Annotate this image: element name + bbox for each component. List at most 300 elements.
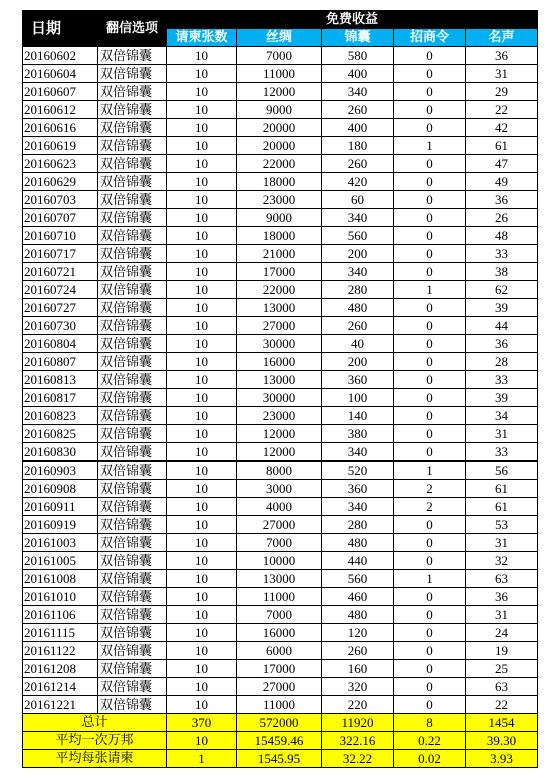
cell-jinnang[interactable]: 100: [322, 389, 394, 407]
cell-silk[interactable]: 11000: [237, 65, 322, 83]
cell-zhaoshang[interactable]: 1: [394, 281, 466, 299]
table-row: [23, 552, 538, 570]
cell-invites[interactable]: 10: [167, 425, 237, 443]
cell-invites[interactable]: 10: [167, 317, 237, 335]
cell-silk[interactable]: 11000: [237, 588, 322, 606]
cell-silk[interactable]: 27000: [237, 516, 322, 534]
cell-silk[interactable]: 6000: [237, 642, 322, 660]
cell-zhaoshang[interactable]: 0: [394, 101, 466, 119]
summary-silk[interactable]: 572000: [237, 714, 322, 732]
cell-zhaoshang[interactable]: 2: [394, 480, 466, 498]
cell-zhaoshang[interactable]: 0: [394, 245, 466, 263]
cell-date[interactable]: 20161010: [23, 588, 98, 606]
cell-option[interactable]: 双倍锦囊: [98, 624, 167, 642]
cell-jinnang[interactable]: 360: [322, 480, 394, 498]
cell-invites[interactable]: 10: [167, 155, 237, 173]
header-col-jinnang[interactable]: 锦囊: [322, 29, 394, 47]
table-row: [23, 353, 538, 371]
cell-zhaoshang[interactable]: 0: [394, 516, 466, 534]
cell-fame[interactable]: 25: [466, 660, 538, 678]
cell-silk[interactable]: 30000: [237, 335, 322, 353]
cell-invites[interactable]: 10: [167, 137, 237, 155]
cell-fame[interactable]: 61: [466, 480, 538, 498]
cell-date[interactable]: 20160727: [23, 299, 98, 317]
cell-silk[interactable]: 12000: [237, 83, 322, 101]
cell-silk[interactable]: 17000: [237, 660, 322, 678]
cell-fame[interactable]: 24: [466, 624, 538, 642]
cell-jinnang[interactable]: 440: [322, 552, 394, 570]
summary-fame[interactable]: 1454: [466, 714, 538, 732]
summary-silk[interactable]: 1545.95: [237, 750, 322, 768]
summary-label[interactable]: 平均每张请柬: [23, 750, 167, 768]
cell-option[interactable]: 双倍锦囊: [98, 353, 167, 371]
cell-jinnang[interactable]: 260: [322, 155, 394, 173]
cell-invites[interactable]: 10: [167, 443, 237, 462]
header-option[interactable]: 翻信选项: [98, 11, 167, 47]
table-row: [23, 642, 538, 660]
cell-fame[interactable]: 31: [466, 606, 538, 624]
cell-option[interactable]: 双倍锦囊: [98, 281, 167, 299]
table-row: [23, 191, 538, 209]
cell-jinnang[interactable]: 580: [322, 47, 394, 65]
cell-silk[interactable]: 10000: [237, 552, 322, 570]
cell-jinnang[interactable]: 400: [322, 119, 394, 137]
cell-fame[interactable]: 63: [466, 570, 538, 588]
cell-zhaoshang[interactable]: 0: [394, 155, 466, 173]
cell-jinnang[interactable]: 200: [322, 245, 394, 263]
cell-date[interactable]: 20160607: [23, 83, 98, 101]
cell-option[interactable]: 双倍锦囊: [98, 425, 167, 443]
cell-fame[interactable]: 61: [466, 498, 538, 516]
cell-date[interactable]: 20160717: [23, 245, 98, 263]
spreadsheet-table: [22, 10, 538, 768]
cell-option[interactable]: 双倍锦囊: [98, 83, 167, 101]
cell-jinnang[interactable]: 560: [322, 227, 394, 245]
cell-invites[interactable]: 10: [167, 299, 237, 317]
cell-date[interactable]: 20161003: [23, 534, 98, 552]
cell-jinnang[interactable]: 420: [322, 173, 394, 191]
header-group[interactable]: 免费收益: [167, 11, 538, 29]
cell-option[interactable]: 双倍锦囊: [98, 209, 167, 227]
cell-silk[interactable]: 22000: [237, 155, 322, 173]
cell-jinnang[interactable]: 480: [322, 534, 394, 552]
cell-jinnang[interactable]: 280: [322, 516, 394, 534]
cell-silk[interactable]: 27000: [237, 678, 322, 696]
cell-option[interactable]: 双倍锦囊: [98, 498, 167, 516]
cell-option[interactable]: 双倍锦囊: [98, 570, 167, 588]
cell-option[interactable]: 双倍锦囊: [98, 371, 167, 389]
summary-invites[interactable]: 10: [167, 732, 237, 750]
cell-option[interactable]: 双倍锦囊: [98, 407, 167, 425]
cell-invites[interactable]: 10: [167, 65, 237, 83]
summary-label[interactable]: 总计: [23, 714, 167, 732]
cell-fame[interactable]: 36: [466, 588, 538, 606]
cell-zhaoshang[interactable]: 0: [394, 353, 466, 371]
cell-invites[interactable]: 10: [167, 660, 237, 678]
cell-zhaoshang[interactable]: 0: [394, 407, 466, 425]
header-date[interactable]: 日期: [23, 11, 98, 47]
cell-date[interactable]: 20160612: [23, 101, 98, 119]
summary-zhaoshang[interactable]: 0.02: [394, 750, 466, 768]
cell-invites[interactable]: 10: [167, 101, 237, 119]
cell-jinnang[interactable]: 340: [322, 83, 394, 101]
cell-zhaoshang[interactable]: 0: [394, 227, 466, 245]
cell-invites[interactable]: 10: [167, 534, 237, 552]
cell-silk[interactable]: 20000: [237, 137, 322, 155]
cell-invites[interactable]: 10: [167, 642, 237, 660]
cell-date[interactable]: 20161115: [23, 624, 98, 642]
table-row: [23, 65, 538, 83]
cell-fame[interactable]: 32: [466, 552, 538, 570]
cell-option[interactable]: 双倍锦囊: [98, 263, 167, 281]
cell-zhaoshang[interactable]: 2: [394, 498, 466, 516]
cell-fame[interactable]: 34: [466, 407, 538, 425]
cell-zhaoshang[interactable]: 0: [394, 534, 466, 552]
cell-silk[interactable]: 17000: [237, 263, 322, 281]
cell-date[interactable]: 20160629: [23, 173, 98, 191]
cell-zhaoshang[interactable]: 0: [394, 443, 466, 462]
cell-fame[interactable]: 61: [466, 137, 538, 155]
cell-jinnang[interactable]: 340: [322, 263, 394, 281]
cell-date[interactable]: 20160602: [23, 47, 98, 65]
cell-jinnang[interactable]: 40: [322, 335, 394, 353]
cell-option[interactable]: 双倍锦囊: [98, 335, 167, 353]
cell-invites[interactable]: 10: [167, 263, 237, 281]
cell-zhaoshang[interactable]: 0: [394, 83, 466, 101]
cell-zhaoshang[interactable]: 0: [394, 263, 466, 281]
cell-zhaoshang[interactable]: 1: [394, 461, 466, 480]
cell-jinnang[interactable]: 520: [322, 461, 394, 480]
cell-fame[interactable]: 48: [466, 227, 538, 245]
cell-option[interactable]: 双倍锦囊: [98, 101, 167, 119]
cell-option[interactable]: 双倍锦囊: [98, 137, 167, 155]
cell-invites[interactable]: 10: [167, 678, 237, 696]
cell-zhaoshang[interactable]: 0: [394, 425, 466, 443]
cell-date[interactable]: 20160724: [23, 281, 98, 299]
cell-option[interactable]: 双倍锦囊: [98, 119, 167, 137]
table-row: [23, 281, 538, 299]
cell-invites[interactable]: 10: [167, 245, 237, 263]
cell-zhaoshang[interactable]: 0: [394, 606, 466, 624]
cell-zhaoshang[interactable]: 0: [394, 389, 466, 407]
cell-option[interactable]: 双倍锦囊: [98, 227, 167, 245]
cell-fame[interactable]: 36: [466, 335, 538, 353]
cell-date[interactable]: 20160623: [23, 155, 98, 173]
cell-silk[interactable]: 9000: [237, 101, 322, 119]
cell-jinnang[interactable]: 560: [322, 570, 394, 588]
cell-date[interactable]: 20160807: [23, 353, 98, 371]
cell-silk[interactable]: 4000: [237, 498, 322, 516]
cell-option[interactable]: 双倍锦囊: [98, 389, 167, 407]
cell-jinnang[interactable]: 320: [322, 678, 394, 696]
cell-fame[interactable]: 33: [466, 371, 538, 389]
cell-date[interactable]: 20160813: [23, 371, 98, 389]
header-col-invites[interactable]: 请柬张数: [167, 29, 237, 47]
summary-invites[interactable]: 1: [167, 750, 237, 768]
cell-zhaoshang[interactable]: 0: [394, 552, 466, 570]
cell-fame[interactable]: 49: [466, 173, 538, 191]
cell-fame[interactable]: 39: [466, 389, 538, 407]
cell-fame[interactable]: 26: [466, 209, 538, 227]
cell-option[interactable]: 双倍锦囊: [98, 299, 167, 317]
summary-row: [23, 750, 538, 768]
cell-jinnang[interactable]: 400: [322, 65, 394, 83]
cell-option[interactable]: 双倍锦囊: [98, 642, 167, 660]
summary-jinnang[interactable]: 32.22: [322, 750, 394, 768]
cell-zhaoshang[interactable]: 0: [394, 696, 466, 714]
cell-jinnang[interactable]: 340: [322, 498, 394, 516]
cell-jinnang[interactable]: 200: [322, 353, 394, 371]
cell-fame[interactable]: 33: [466, 443, 538, 462]
summary-fame[interactable]: 3.93: [466, 750, 538, 768]
cell-invites[interactable]: 10: [167, 624, 237, 642]
cell-fame[interactable]: 44: [466, 317, 538, 335]
cell-invites[interactable]: 10: [167, 83, 237, 101]
cell-silk[interactable]: 13000: [237, 371, 322, 389]
cell-fame[interactable]: 31: [466, 425, 538, 443]
cell-option[interactable]: 双倍锦囊: [98, 606, 167, 624]
summary-zhaoshang[interactable]: 0.22: [394, 732, 466, 750]
table-row: [23, 480, 538, 498]
summary-zhaoshang[interactable]: 8: [394, 714, 466, 732]
cell-date[interactable]: 20160730: [23, 317, 98, 335]
cell-jinnang[interactable]: 60: [322, 191, 394, 209]
cell-silk[interactable]: 9000: [237, 209, 322, 227]
cell-jinnang[interactable]: 180: [322, 137, 394, 155]
cell-option[interactable]: 双倍锦囊: [98, 443, 167, 462]
cell-silk[interactable]: 18000: [237, 227, 322, 245]
cell-date[interactable]: 20161221: [23, 696, 98, 714]
cell-invites[interactable]: 10: [167, 47, 237, 65]
cell-invites[interactable]: 10: [167, 588, 237, 606]
cell-zhaoshang[interactable]: 0: [394, 65, 466, 83]
cell-zhaoshang[interactable]: 1: [394, 137, 466, 155]
cell-invites[interactable]: 10: [167, 335, 237, 353]
cell-option[interactable]: 双倍锦囊: [98, 660, 167, 678]
cell-invites[interactable]: 10: [167, 209, 237, 227]
cell-zhaoshang[interactable]: 0: [394, 660, 466, 678]
cell-date[interactable]: 20161106: [23, 606, 98, 624]
cell-option[interactable]: 双倍锦囊: [98, 65, 167, 83]
cell-invites[interactable]: 10: [167, 407, 237, 425]
cell-date[interactable]: 20160804: [23, 335, 98, 353]
cell-option[interactable]: 双倍锦囊: [98, 534, 167, 552]
cell-invites[interactable]: 10: [167, 371, 237, 389]
cell-fame[interactable]: 53: [466, 516, 538, 534]
cell-zhaoshang[interactable]: 0: [394, 317, 466, 335]
cell-option[interactable]: 双倍锦囊: [98, 155, 167, 173]
cell-zhaoshang[interactable]: 0: [394, 119, 466, 137]
cell-invites[interactable]: 10: [167, 552, 237, 570]
summary-fame[interactable]: 39.30: [466, 732, 538, 750]
cell-silk[interactable]: 7000: [237, 606, 322, 624]
cell-silk[interactable]: 27000: [237, 317, 322, 335]
cell-fame[interactable]: 28: [466, 353, 538, 371]
cell-silk[interactable]: 16000: [237, 624, 322, 642]
cell-jinnang[interactable]: 460: [322, 588, 394, 606]
cell-invites[interactable]: 10: [167, 516, 237, 534]
cell-silk[interactable]: 20000: [237, 119, 322, 137]
cell-jinnang[interactable]: 260: [322, 642, 394, 660]
cell-silk[interactable]: 23000: [237, 407, 322, 425]
cell-invites[interactable]: 10: [167, 353, 237, 371]
cell-silk[interactable]: 11000: [237, 696, 322, 714]
cell-date[interactable]: 20160911: [23, 498, 98, 516]
cell-zhaoshang[interactable]: 1: [394, 570, 466, 588]
cell-jinnang[interactable]: 360: [322, 371, 394, 389]
header-col-silk[interactable]: 丝绸: [237, 29, 322, 47]
cell-date[interactable]: 20160604: [23, 65, 98, 83]
table-row: [23, 101, 538, 119]
summary-invites[interactable]: 370: [167, 714, 237, 732]
cell-silk[interactable]: 13000: [237, 299, 322, 317]
cell-invites[interactable]: 10: [167, 696, 237, 714]
cell-date[interactable]: 20161008: [23, 570, 98, 588]
cell-date[interactable]: 20161214: [23, 678, 98, 696]
cell-jinnang[interactable]: 140: [322, 407, 394, 425]
cell-option[interactable]: 双倍锦囊: [98, 317, 167, 335]
cell-jinnang[interactable]: 220: [322, 696, 394, 714]
cell-date[interactable]: 20160823: [23, 407, 98, 425]
cell-fame[interactable]: 62: [466, 281, 538, 299]
cell-fame[interactable]: 19: [466, 642, 538, 660]
cell-option[interactable]: 双倍锦囊: [98, 552, 167, 570]
summary-silk[interactable]: 15459.46: [237, 732, 322, 750]
cell-zhaoshang[interactable]: 0: [394, 47, 466, 65]
cell-fame[interactable]: 56: [466, 461, 538, 480]
cell-silk[interactable]: 7000: [237, 47, 322, 65]
cell-invites[interactable]: 10: [167, 227, 237, 245]
cell-date[interactable]: 20160903: [23, 461, 98, 480]
cell-fame[interactable]: 47: [466, 155, 538, 173]
cell-fame[interactable]: 36: [466, 47, 538, 65]
table-row: [23, 245, 538, 263]
cell-date[interactable]: 20160703: [23, 191, 98, 209]
cell-silk[interactable]: 8000: [237, 461, 322, 480]
cell-date[interactable]: 20161005: [23, 552, 98, 570]
cell-fame[interactable]: 39: [466, 299, 538, 317]
cell-fame[interactable]: 36: [466, 191, 538, 209]
cell-fame[interactable]: 22: [466, 101, 538, 119]
cell-fame[interactable]: 33: [466, 245, 538, 263]
cell-option[interactable]: 双倍锦囊: [98, 461, 167, 480]
cell-silk[interactable]: 18000: [237, 173, 322, 191]
summary-jinnang[interactable]: 322.16: [322, 732, 394, 750]
summary-jinnang[interactable]: 11920: [322, 714, 394, 732]
cell-zhaoshang[interactable]: 0: [394, 209, 466, 227]
header-col-zhaoshang[interactable]: 招商令: [394, 29, 466, 47]
cell-date[interactable]: 20160825: [23, 425, 98, 443]
cell-option[interactable]: 双倍锦囊: [98, 191, 167, 209]
cell-jinnang[interactable]: 380: [322, 425, 394, 443]
cell-option[interactable]: 双倍锦囊: [98, 480, 167, 498]
cell-date[interactable]: 20160817: [23, 389, 98, 407]
cell-invites[interactable]: 10: [167, 281, 237, 299]
cell-date[interactable]: 20161122: [23, 642, 98, 660]
cell-invites[interactable]: 10: [167, 570, 237, 588]
cell-jinnang[interactable]: 260: [322, 317, 394, 335]
cell-fame[interactable]: 38: [466, 263, 538, 281]
cell-silk[interactable]: 12000: [237, 425, 322, 443]
cell-invites[interactable]: 10: [167, 606, 237, 624]
cell-zhaoshang[interactable]: 0: [394, 624, 466, 642]
header-col-fame[interactable]: 名声: [466, 29, 538, 47]
cell-silk[interactable]: 13000: [237, 570, 322, 588]
cell-jinnang[interactable]: 480: [322, 299, 394, 317]
cell-silk[interactable]: 12000: [237, 443, 322, 462]
cell-zhaoshang[interactable]: 0: [394, 588, 466, 606]
cell-zhaoshang[interactable]: 0: [394, 371, 466, 389]
cell-date[interactable]: 20160721: [23, 263, 98, 281]
cell-jinnang[interactable]: 480: [322, 606, 394, 624]
cell-zhaoshang[interactable]: 0: [394, 642, 466, 660]
cell-date[interactable]: 20160710: [23, 227, 98, 245]
cell-invites[interactable]: 10: [167, 119, 237, 137]
cell-silk[interactable]: 16000: [237, 353, 322, 371]
cell-jinnang[interactable]: 160: [322, 660, 394, 678]
cell-zhaoshang[interactable]: 0: [394, 678, 466, 696]
cell-date[interactable]: 20160619: [23, 137, 98, 155]
cell-zhaoshang[interactable]: 0: [394, 335, 466, 353]
cell-silk[interactable]: 7000: [237, 534, 322, 552]
cell-jinnang[interactable]: 120: [322, 624, 394, 642]
cell-zhaoshang[interactable]: 0: [394, 191, 466, 209]
table-row: [23, 425, 538, 443]
cell-fame[interactable]: 42: [466, 119, 538, 137]
cell-jinnang[interactable]: 340: [322, 209, 394, 227]
cell-option[interactable]: 双倍锦囊: [98, 173, 167, 191]
cell-invites[interactable]: 10: [167, 498, 237, 516]
cell-date[interactable]: 20160908: [23, 480, 98, 498]
cell-jinnang[interactable]: 260: [322, 101, 394, 119]
cell-date[interactable]: 20160707: [23, 209, 98, 227]
cell-date[interactable]: 20161208: [23, 660, 98, 678]
cell-option[interactable]: 双倍锦囊: [98, 678, 167, 696]
cell-zhaoshang[interactable]: 0: [394, 299, 466, 317]
cell-fame[interactable]: 31: [466, 65, 538, 83]
cell-silk[interactable]: 22000: [237, 281, 322, 299]
cell-fame[interactable]: 63: [466, 678, 538, 696]
cell-invites[interactable]: 10: [167, 191, 237, 209]
cell-option[interactable]: 双倍锦囊: [98, 516, 167, 534]
cell-jinnang[interactable]: 280: [322, 281, 394, 299]
cell-invites[interactable]: 10: [167, 461, 237, 480]
cell-option[interactable]: 双倍锦囊: [98, 696, 167, 714]
cell-option[interactable]: 双倍锦囊: [98, 47, 167, 65]
cell-date[interactable]: 20160919: [23, 516, 98, 534]
cell-option[interactable]: 双倍锦囊: [98, 245, 167, 263]
cell-date[interactable]: 20160616: [23, 119, 98, 137]
table-row: [23, 660, 538, 678]
cell-fame[interactable]: 29: [466, 83, 538, 101]
summary-label[interactable]: 平均一次万邦: [23, 732, 167, 750]
cell-option[interactable]: 双倍锦囊: [98, 588, 167, 606]
cell-fame[interactable]: 31: [466, 534, 538, 552]
cell-fame[interactable]: 22: [466, 696, 538, 714]
cell-silk[interactable]: 23000: [237, 191, 322, 209]
cell-date[interactable]: 20160830: [23, 443, 98, 462]
cell-silk[interactable]: 3000: [237, 480, 322, 498]
cell-invites[interactable]: 10: [167, 173, 237, 191]
table-row: [23, 606, 538, 624]
cell-jinnang[interactable]: 340: [322, 443, 394, 462]
cell-zhaoshang[interactable]: 0: [394, 173, 466, 191]
cell-silk[interactable]: 21000: [237, 245, 322, 263]
cell-invites[interactable]: 10: [167, 389, 237, 407]
cell-silk[interactable]: 30000: [237, 389, 322, 407]
cell-invites[interactable]: 10: [167, 480, 237, 498]
table-row: [23, 498, 538, 516]
